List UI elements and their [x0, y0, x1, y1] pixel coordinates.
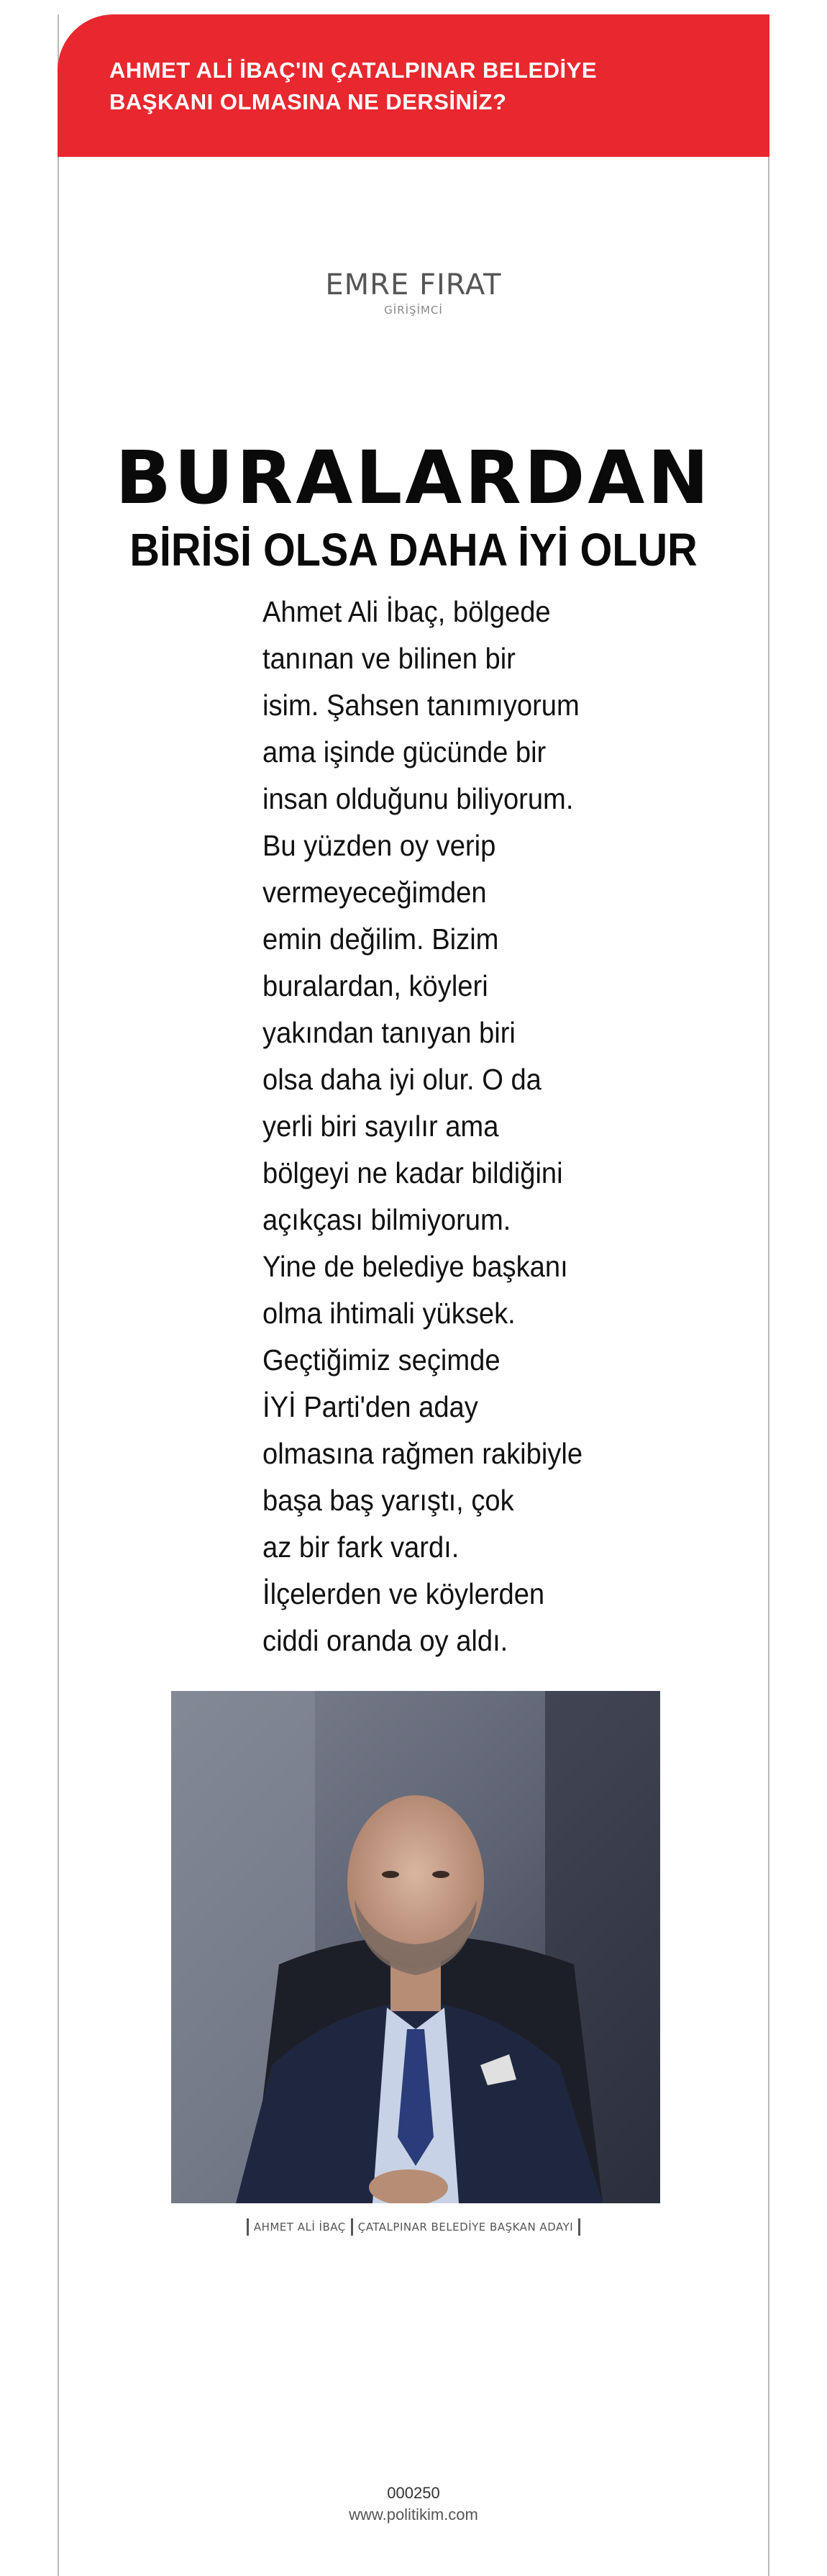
body-line: ciddi oranda oy aldı. — [262, 1624, 508, 1657]
body-line: başa baş yarıştı, çok — [262, 1484, 514, 1517]
body-line: ama işinde gücünde bir — [262, 735, 547, 768]
author-block — [58, 268, 769, 318]
banner-line-1: AHMET ALİ İBAÇ'IN ÇATALPINAR BELEDİYE — [109, 58, 598, 83]
caption-name: AHMET ALİ İBAÇ — [253, 2221, 346, 2233]
body-line: az bir fark vardı. — [262, 1530, 460, 1564]
body-line: olmasına rağmen rakibiyle — [262, 1437, 583, 1470]
question-banner — [58, 14, 769, 157]
portrait-photo — [171, 1691, 660, 2203]
subheadline: BİRİSİ OLSA DAHA İYİ OLUR — [129, 524, 698, 576]
headline: BURALARDAN — [115, 435, 712, 521]
body-line: İlçelerden ve köylerden — [262, 1577, 545, 1610]
body-line: olma ihtimali yüksek. — [262, 1297, 516, 1330]
body-line: insan olduğunu biliyorum. — [262, 782, 574, 815]
caption-divider — [247, 2218, 249, 2236]
author-name: EMRE FIRAT — [325, 268, 502, 301]
caption-divider — [578, 2218, 580, 2236]
body-line: Bu yüzden oy verip — [262, 829, 496, 862]
body-line: Ahmet Ali İbaç, bölgede — [262, 595, 551, 628]
body-line: emin değilim. Bizim — [262, 922, 499, 956]
body-line: buralardan, köyleri — [262, 969, 488, 1002]
website-link[interactable]: www.politikim.com — [349, 2505, 478, 2523]
photo-caption — [58, 2218, 769, 2236]
page-footer — [58, 2482, 769, 2526]
page-number: 000250 — [387, 2484, 440, 2502]
body-line: bölgeyi ne kadar bildiğini — [262, 1156, 563, 1189]
banner-line-2: BAŞKANI OLMASINA NE DERSİNİZ? — [109, 89, 507, 114]
body-line: vermeyeceğimden — [262, 876, 487, 909]
body-line: yerli biri sayılır ama — [262, 1110, 499, 1143]
body-line: Geçtiğimiz seçimde — [262, 1343, 501, 1377]
body-line: Yine de belediye başkanı — [262, 1250, 568, 1283]
body-line: isim. Şahsen tanımıyorum — [262, 689, 580, 722]
body-line: açıkçası bilmiyorum. — [262, 1203, 511, 1236]
author-role: GİRİŞİMCİ — [384, 304, 443, 317]
caption-title: ÇATALPINAR BELEDİYE BAŞKAN ADAYI — [357, 2221, 574, 2233]
body-line: tanınan ve bilinen bir — [262, 642, 516, 675]
body-line: yakından tanıyan biri — [262, 1016, 516, 1049]
body-line: olsa daha iyi olur. O da — [262, 1063, 542, 1096]
body-line: İYİ Parti'den aday — [262, 1390, 478, 1423]
article-body — [262, 589, 665, 1664]
caption-divider — [351, 2218, 353, 2236]
